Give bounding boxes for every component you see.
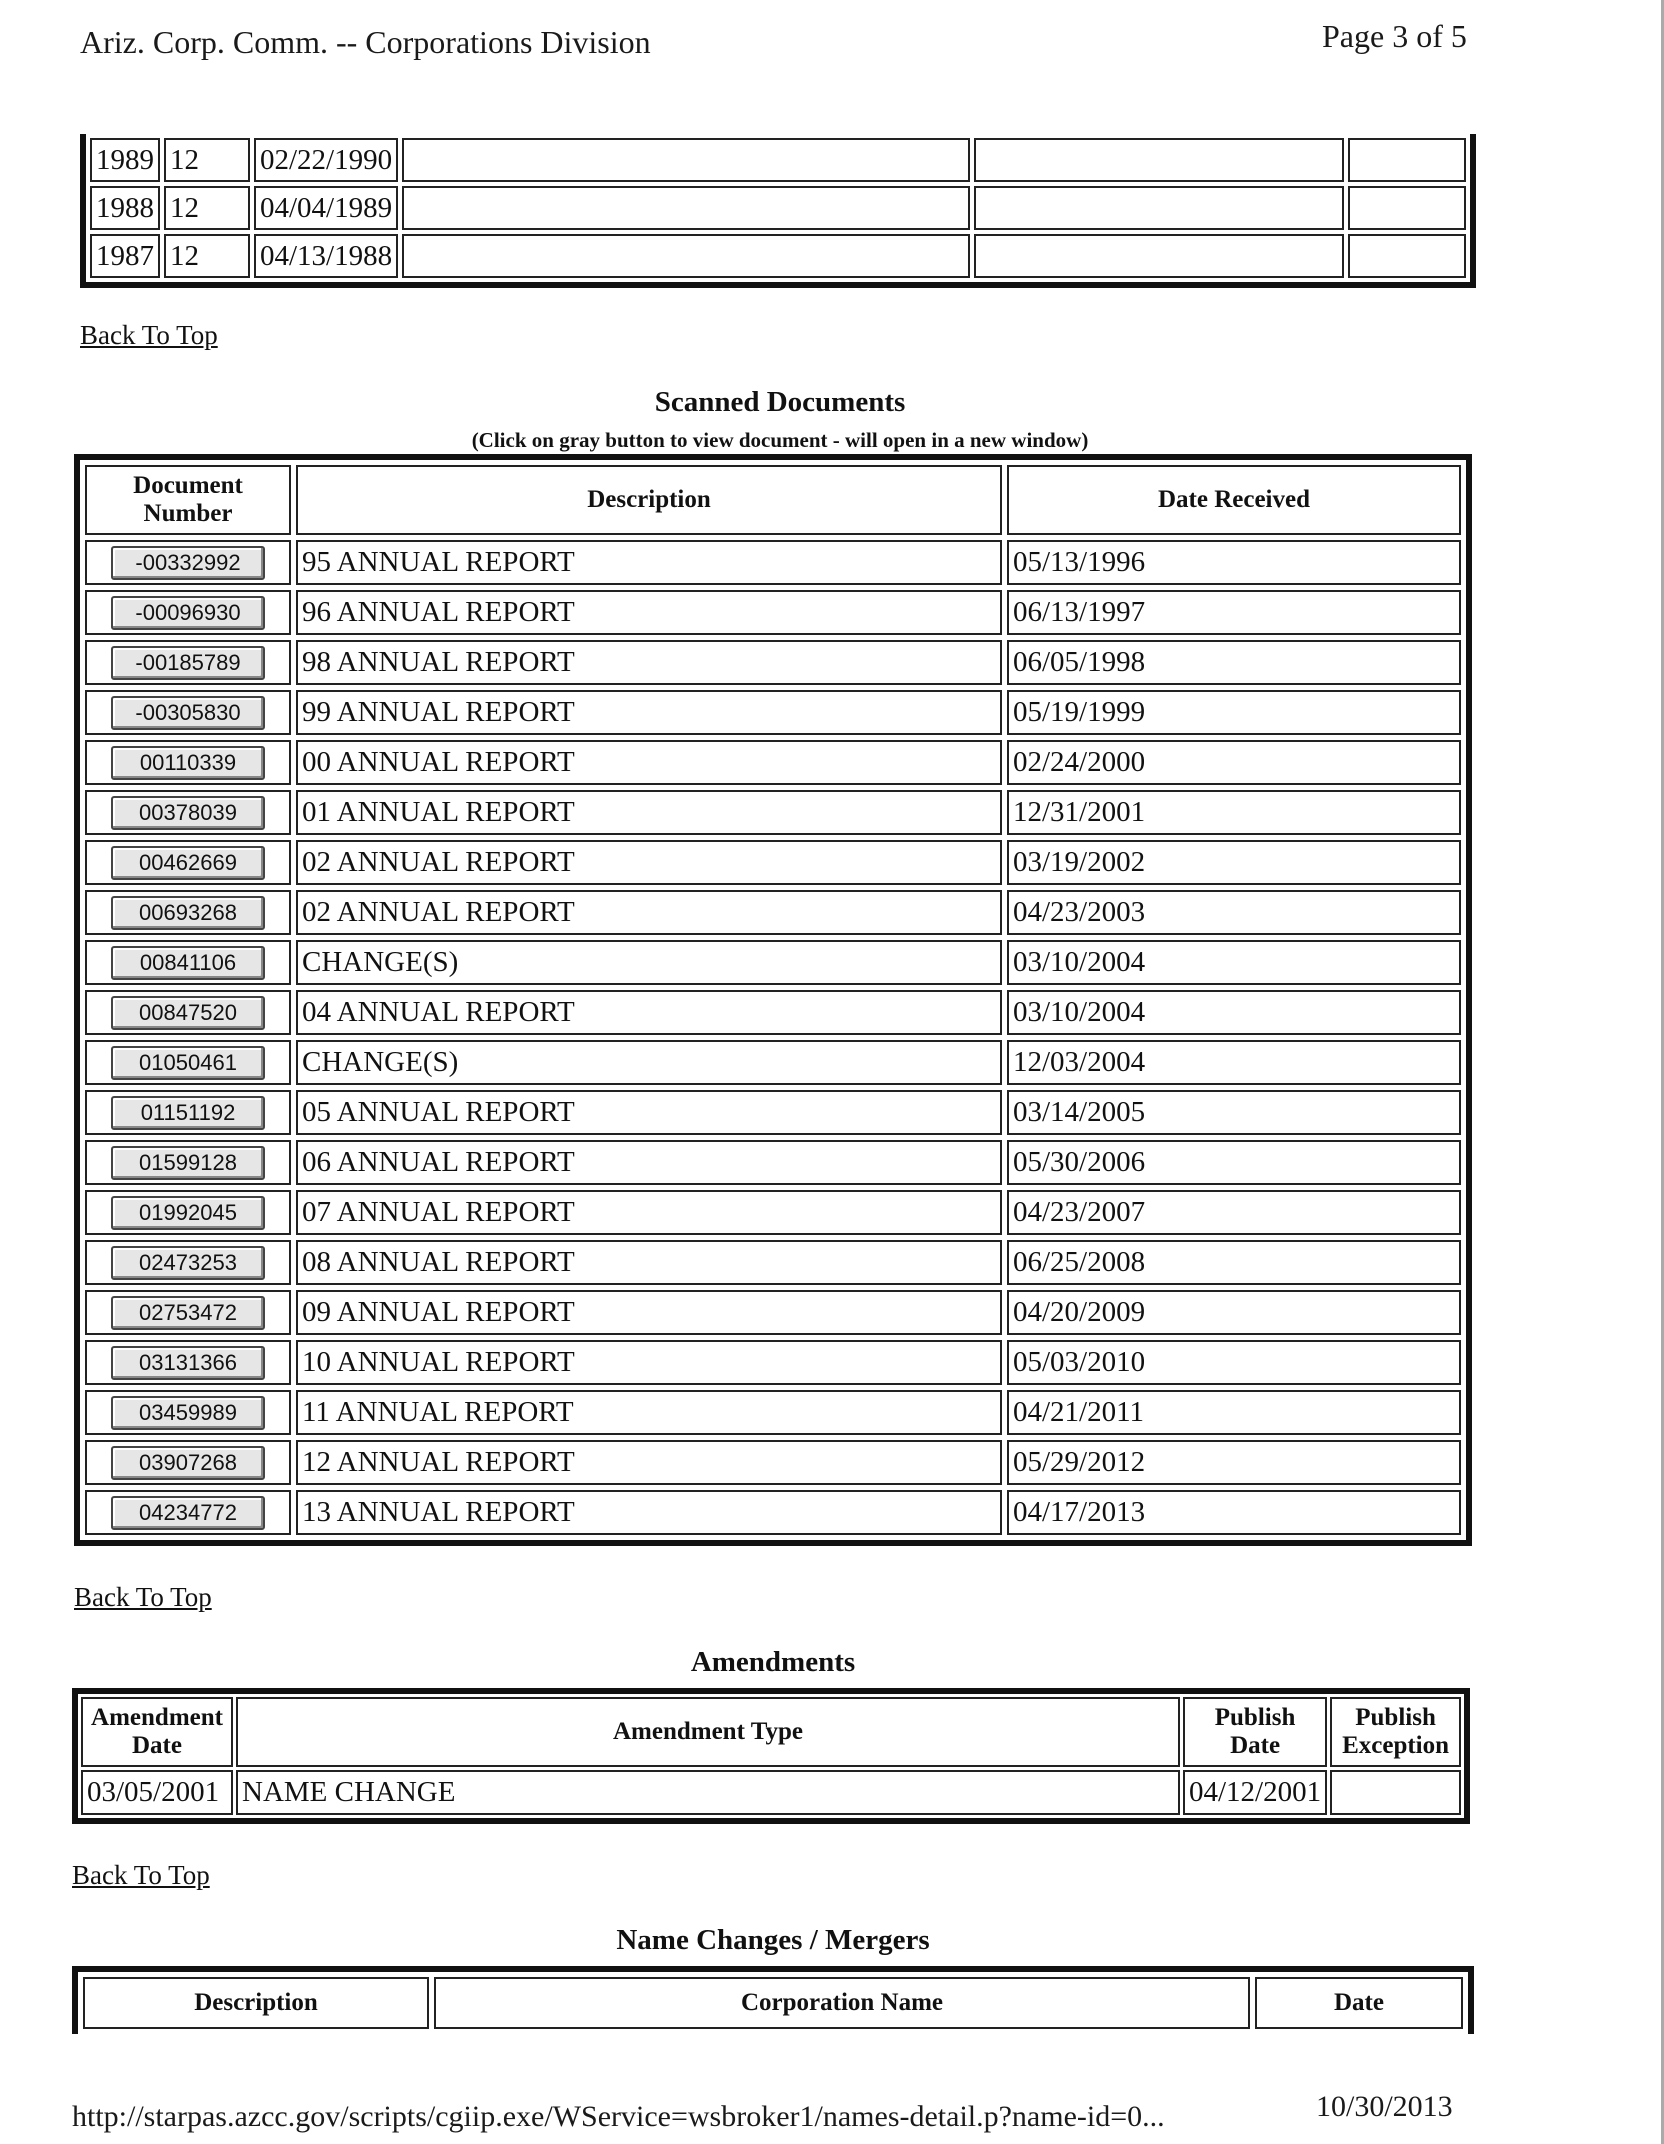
document-description: 02 ANNUAL REPORT [296,840,1002,885]
scanned-document-row [85,890,1461,935]
document-number-cell [85,1040,291,1085]
document-date-received: 03/19/2002 [1007,840,1461,885]
document-date-received: 05/13/1996 [1007,540,1461,585]
scanned-document-row [85,1290,1461,1335]
document-description: 96 ANNUAL REPORT [296,590,1002,635]
document-number-cell [85,1090,291,1135]
view-document-button[interactable]: 03131366 [111,1346,265,1380]
name-changes-title: Name Changes / Mergers [616,1924,930,1956]
header-description: Description [296,465,1002,535]
header-publish-date: Publish Date [1183,1697,1327,1767]
ar-blank-3 [1348,138,1466,182]
document-date-received: 03/10/2004 [1007,940,1461,985]
header-document-number: Document Number [85,465,291,535]
view-document-button[interactable]: 02753472 [111,1296,265,1330]
view-document-button[interactable]: 00378039 [111,796,265,830]
view-document-button[interactable]: 00847520 [111,996,265,1030]
scanned-document-row [85,1390,1461,1435]
view-document-button[interactable]: 02473253 [111,1246,265,1280]
page-number: Page 3 of 5 [1322,18,1467,54]
document-date-received: 04/17/2013 [1007,1490,1461,1535]
view-document-button[interactable]: -00305830 [111,696,265,730]
annual-report-row [90,186,1466,230]
document-number-cell [85,1340,291,1385]
document-description: 02 ANNUAL REPORT [296,890,1002,935]
amendment-date: 03/05/2001 [81,1770,233,1815]
amendment-publish-date: 04/12/2001 [1183,1770,1327,1815]
name-changes-table [72,1966,1474,2034]
document-date-received: 03/10/2004 [1007,990,1461,1035]
document-date-received: 04/23/2007 [1007,1190,1461,1235]
document-description: CHANGE(S) [296,1040,1002,1085]
back-to-top-link-2[interactable]: Back To Top [74,1582,212,1612]
scanned-document-row [85,690,1461,735]
document-number-cell [85,890,291,935]
footer-date: 10/30/2013 [1316,2090,1453,2123]
document-description: 95 ANNUAL REPORT [296,540,1002,585]
ar-date: 02/22/1990 [254,138,398,182]
scanned-document-row [85,640,1461,685]
view-document-button[interactable]: 01599128 [111,1146,265,1180]
document-number-cell [85,1390,291,1435]
document-number-cell [85,1240,291,1285]
document-description: 12 ANNUAL REPORT [296,1440,1002,1485]
back-to-top-link-1[interactable]: Back To Top [80,320,218,350]
ar-blank-1 [402,138,970,182]
view-document-button[interactable]: 01992045 [111,1196,265,1230]
ar-date: 04/04/1989 [254,186,398,230]
amendments-title: Amendments [690,1646,856,1678]
view-document-button[interactable]: 00693268 [111,896,265,930]
view-document-button[interactable]: -00332992 [111,546,265,580]
back-to-top-link-3[interactable]: Back To Top [72,1860,210,1890]
header-nc-corporation-name: Corporation Name [434,1977,1250,2029]
document-description: 00 ANNUAL REPORT [296,740,1002,785]
document-date-received: 04/20/2009 [1007,1290,1461,1335]
footer-url: http://starpas.azcc.gov/scripts/cgiip.exe/WService=wsbroker1/names-detail.p?name-id=0... [72,2100,1165,2133]
document-description: 04 ANNUAL REPORT [296,990,1002,1035]
document-description: 07 ANNUAL REPORT [296,1190,1002,1235]
header-amendment-type: Amendment Type [236,1697,1180,1767]
amendment-row [81,1770,1461,1815]
ar-year: 1988 [90,186,160,230]
document-number-cell [85,590,291,635]
document-description: 99 ANNUAL REPORT [296,690,1002,735]
scanned-document-row [85,840,1461,885]
ar-date: 04/13/1988 [254,234,398,278]
scanned-document-row [85,1240,1461,1285]
document-date-received: 12/03/2004 [1007,1040,1461,1085]
document-date-received: 02/24/2000 [1007,740,1461,785]
document-number-cell [85,1190,291,1235]
header-amendment-date: Amendment Date [81,1697,233,1767]
document-number-cell [85,1490,291,1535]
document-description: 10 ANNUAL REPORT [296,1340,1002,1385]
scanned-documents-subtitle: (Click on gray button to view document - will open in a new window) [471,428,1089,452]
view-document-button[interactable]: 03907268 [111,1446,265,1480]
ar-year: 1987 [90,234,160,278]
document-description: 09 ANNUAL REPORT [296,1290,1002,1335]
scanned-document-row [85,1190,1461,1235]
document-date-received: 05/29/2012 [1007,1440,1461,1485]
document-date-received: 06/25/2008 [1007,1240,1461,1285]
scanned-documents-table [74,454,1472,1546]
view-document-button[interactable]: 01050461 [111,1046,265,1080]
ar-month: 12 [164,234,250,278]
document-number-cell [85,940,291,985]
view-document-button[interactable]: 00841106 [111,946,265,980]
document-number-cell [85,790,291,835]
header-publish-exception: Publish Exception [1330,1697,1461,1767]
document-date-received: 05/30/2006 [1007,1140,1461,1185]
document-description: 13 ANNUAL REPORT [296,1490,1002,1535]
amendments-table [72,1688,1470,1824]
scanned-document-row [85,1490,1461,1535]
amendment-type: NAME CHANGE [236,1770,1180,1815]
amendment-publish-exception [1330,1770,1461,1815]
document-number-cell [85,1290,291,1335]
document-number-cell [85,1140,291,1185]
scanned-document-row [85,1040,1461,1085]
scanned-document-row [85,1140,1461,1185]
document-date-received: 04/23/2003 [1007,890,1461,935]
scanned-document-row [85,740,1461,785]
view-document-button[interactable]: 01151192 [111,1096,265,1130]
scanned-document-row [85,590,1461,635]
document-date-received: 04/21/2011 [1007,1390,1461,1435]
view-document-button[interactable]: -00096930 [111,596,265,630]
document-date-received: 06/05/1998 [1007,640,1461,685]
scanned-document-row [85,1440,1461,1485]
document-description: 01 ANNUAL REPORT [296,790,1002,835]
document-description: 08 ANNUAL REPORT [296,1240,1002,1285]
annual-reports-table [80,134,1476,288]
document-description: 06 ANNUAL REPORT [296,1140,1002,1185]
scanned-document-row [85,940,1461,985]
scanned-document-row [85,540,1461,585]
ar-blank-3 [1348,234,1466,278]
document-number-cell [85,990,291,1035]
view-document-button[interactable]: 04234772 [111,1496,265,1530]
document-description: 11 ANNUAL REPORT [296,1390,1002,1435]
ar-blank-3 [1348,186,1466,230]
header-nc-date: Date [1255,1977,1463,2029]
header-date-received: Date Received [1007,465,1461,535]
scanned-document-row [85,1090,1461,1135]
document-number-cell [85,840,291,885]
scanned-document-row [85,990,1461,1035]
view-document-button[interactable]: 00462669 [111,846,265,880]
document-date-received: 06/13/1997 [1007,590,1461,635]
annual-report-row [90,138,1466,182]
document-description: 05 ANNUAL REPORT [296,1090,1002,1135]
view-document-button[interactable]: 03459989 [111,1396,265,1430]
header-title: Ariz. Corp. Comm. -- Corporations Division [80,24,651,60]
ar-blank-1 [402,186,970,230]
ar-blank-2 [974,138,1344,182]
ar-blank-1 [402,234,970,278]
scanned-documents-title: Scanned Documents [654,386,906,418]
ar-blank-2 [974,186,1344,230]
scanned-document-row [85,1340,1461,1385]
view-document-button[interactable]: -00185789 [111,646,265,680]
document-number-cell [85,540,291,585]
ar-year: 1989 [90,138,160,182]
ar-month: 12 [164,138,250,182]
ar-blank-2 [974,234,1344,278]
document-number-cell [85,640,291,685]
ar-month: 12 [164,186,250,230]
document-number-cell [85,690,291,735]
document-number-cell [85,740,291,785]
view-document-button[interactable]: 00110339 [111,746,265,780]
document-date-received: 12/31/2001 [1007,790,1461,835]
header-nc-description: Description [83,1977,429,2029]
scanned-document-row [85,790,1461,835]
annual-report-row [90,234,1466,278]
document-description: CHANGE(S) [296,940,1002,985]
document-description: 98 ANNUAL REPORT [296,640,1002,685]
document-date-received: 03/14/2005 [1007,1090,1461,1135]
document-date-received: 05/03/2010 [1007,1340,1461,1385]
document-number-cell [85,1440,291,1485]
document-date-received: 05/19/1999 [1007,690,1461,735]
